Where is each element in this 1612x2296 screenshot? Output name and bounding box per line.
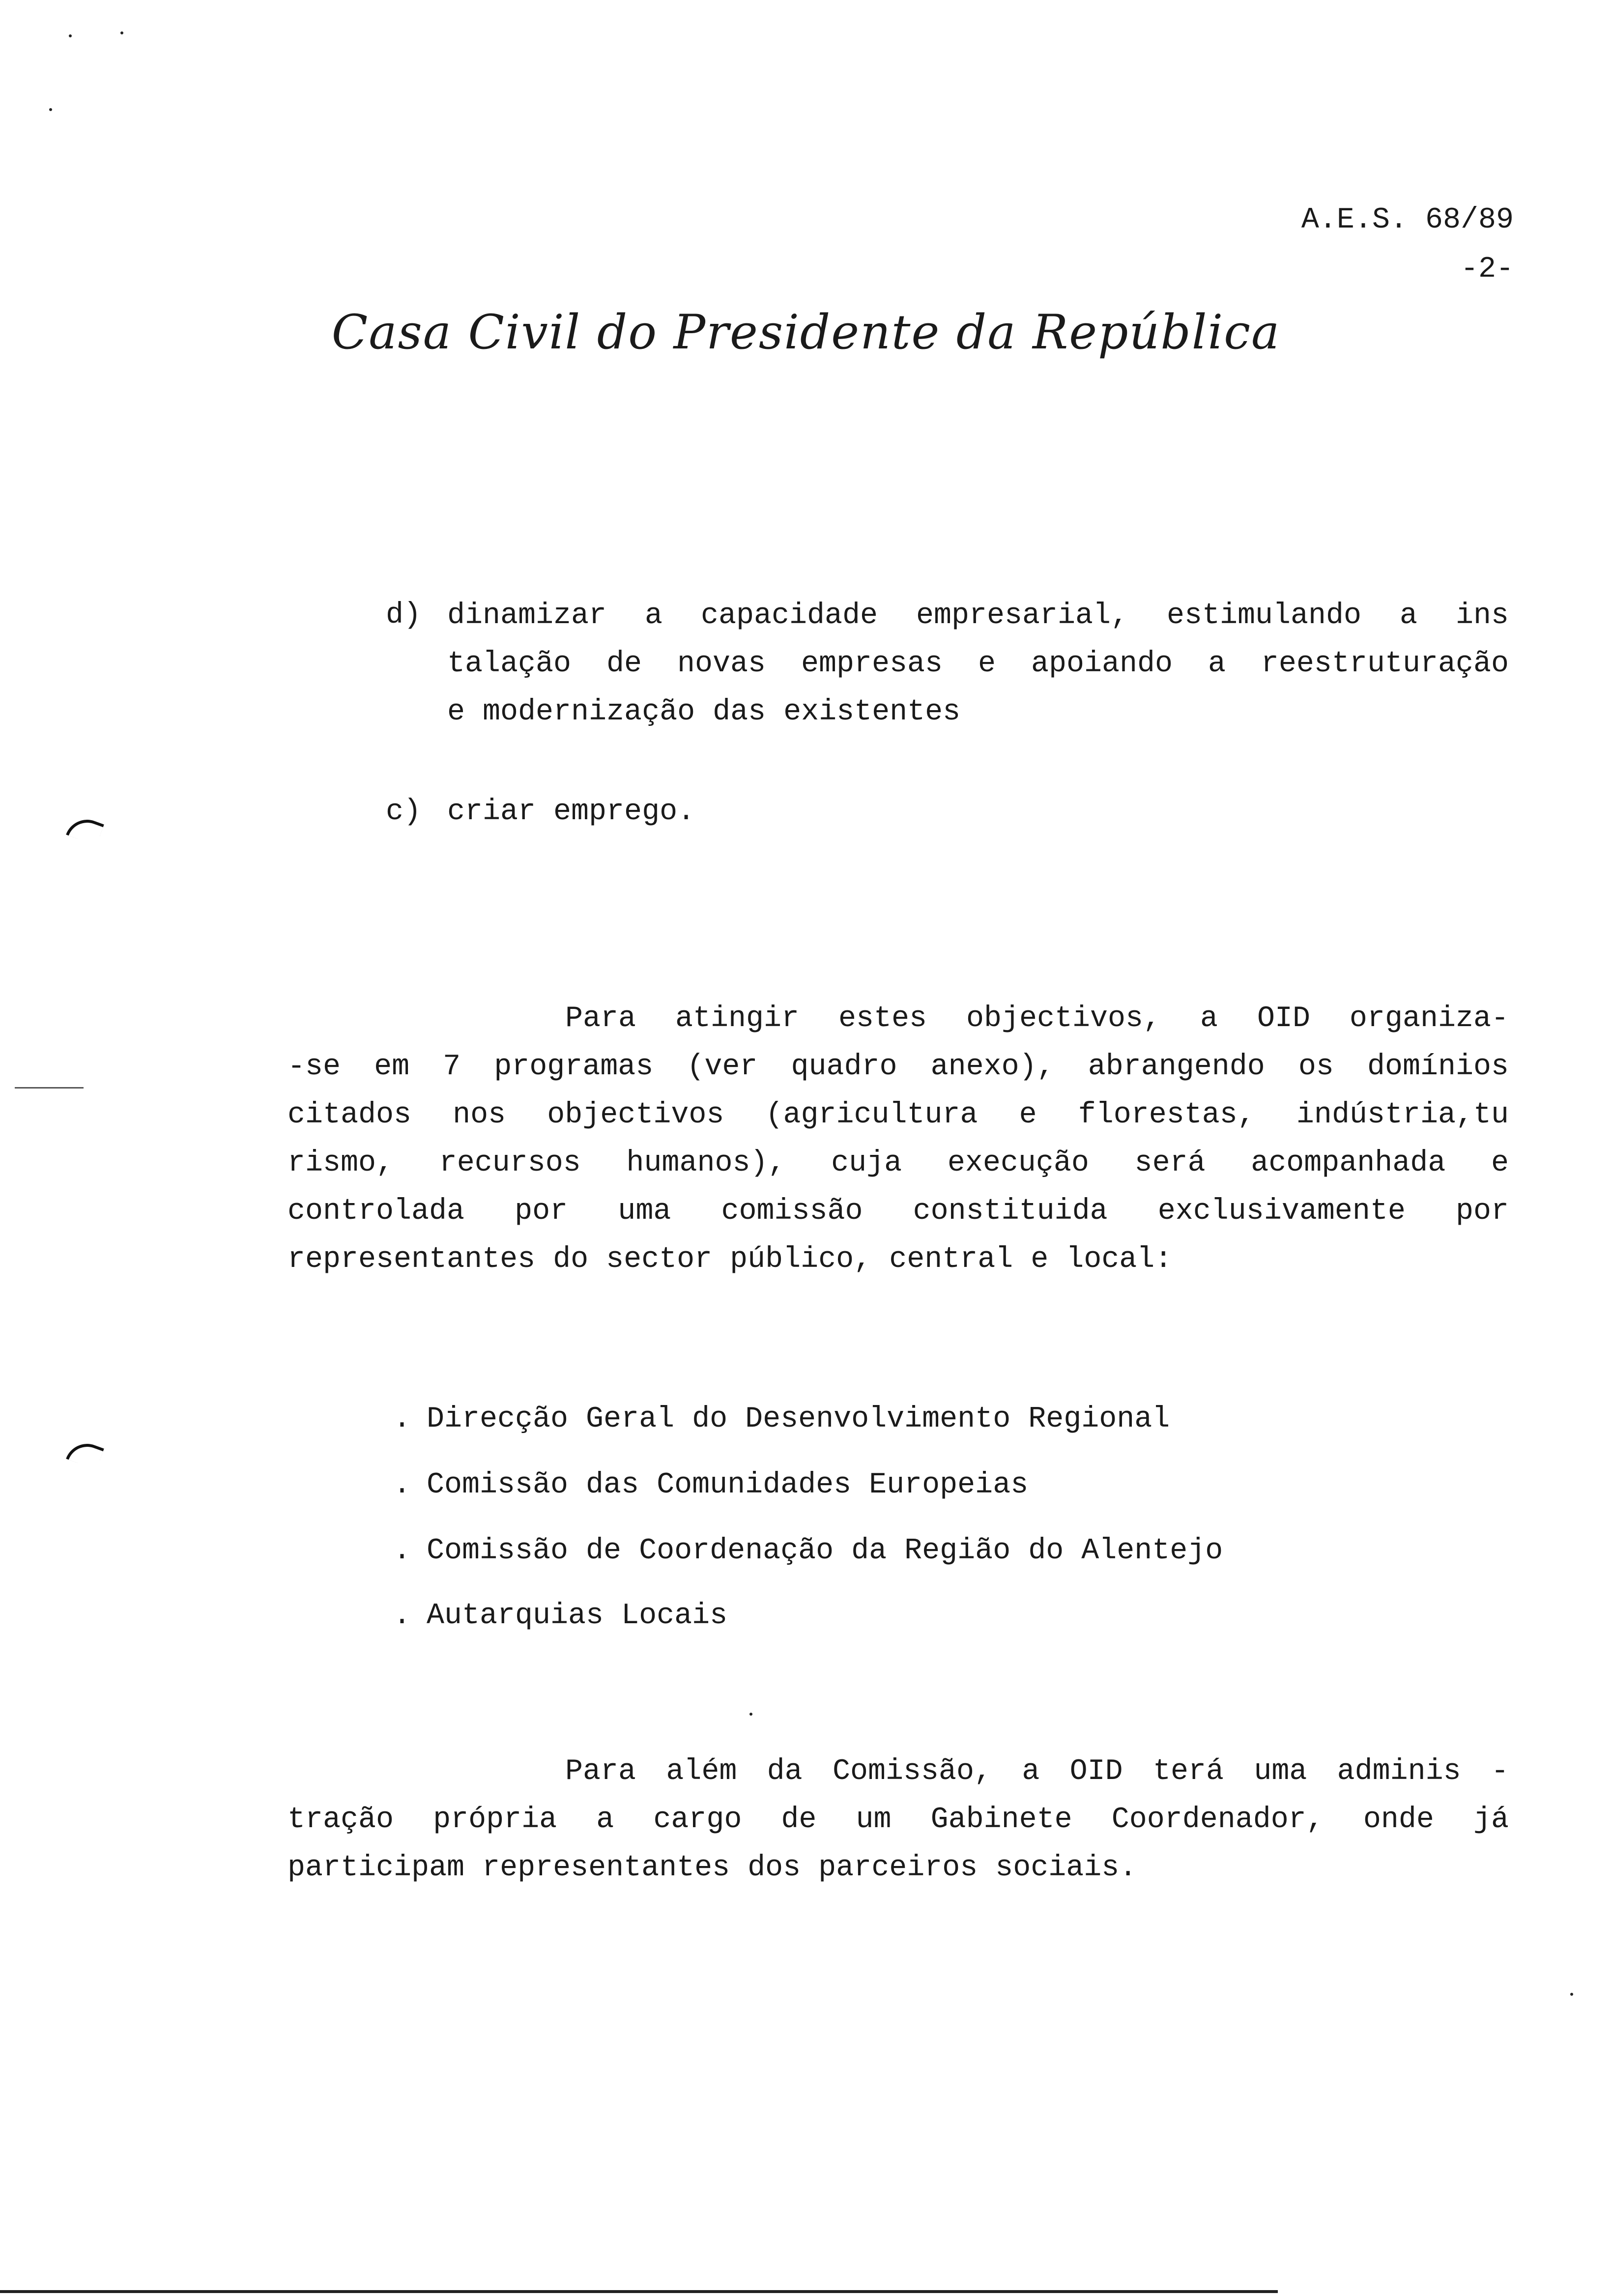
bullet-text: Autarquias Locais	[427, 1599, 728, 1633]
bullet-item	[393, 1462, 1028, 1509]
list-item-line: talação de novas empresas e apoiando a reestruturação	[447, 647, 1509, 681]
bullet-marker: .	[393, 1534, 411, 1568]
paragraph-line: participam representantes dos parceiros sociais.	[288, 1851, 1137, 1885]
paragraph-line: controlada por uma comissão constituida exclusivamente por	[288, 1195, 1509, 1228]
document-reference: A.E.S. 68/89	[1301, 203, 1514, 237]
paragraph-administration	[288, 1748, 1509, 1892]
bullet-text: Comissão das Comunidades Europeias	[427, 1468, 1029, 1502]
list-item-d	[447, 592, 1509, 736]
scan-speck	[1570, 1993, 1573, 1996]
scan-speck	[749, 1713, 752, 1716]
bullet-item	[393, 1527, 1223, 1575]
paragraph-line: -se em 7 programas (ver quadro anexo), abrangendo os domínios	[288, 1050, 1509, 1084]
bullet-marker: .	[393, 1468, 411, 1502]
bottom-edge-line	[0, 2290, 1278, 2293]
scan-speck	[69, 34, 72, 37]
bullet-marker: .	[393, 1599, 411, 1633]
bullet-marker: .	[393, 1403, 411, 1436]
list-item-line: e modernização das existentes	[447, 695, 961, 729]
hole-punch-mark	[66, 1437, 104, 1470]
list-item-c: criar emprego.	[447, 795, 695, 829]
paragraph-line: Para atingir estes objectivos, a OID organiza-	[565, 1002, 1509, 1035]
list-label-c: c)	[386, 795, 422, 829]
paragraph-line: representantes do sector público, central e local:	[288, 1243, 1173, 1276]
letterhead: Casa Civil do Presidente da República	[331, 305, 1281, 360]
scan-artifact-dash	[15, 1087, 84, 1089]
page-number: -2-	[1460, 253, 1514, 286]
bullet-text: Comissão de Coordenação da Região do Alentejo	[427, 1534, 1223, 1568]
scan-speck	[49, 108, 52, 111]
paragraph-line: tração própria a cargo de um Gabinete Coordenador, onde já	[288, 1803, 1509, 1837]
scan-speck	[120, 31, 123, 34]
bullet-item	[393, 1396, 1170, 1443]
paragraph-line: Para além da Comissão, a OID terá uma adminis -	[565, 1755, 1509, 1788]
hole-punch-mark	[66, 813, 104, 846]
paragraph-line: citados nos objectivos (agricultura e florestas, indústria,tu	[288, 1098, 1509, 1132]
paragraph-programs	[288, 995, 1509, 1284]
bullet-text: Direcção Geral do Desenvolvimento Regional	[427, 1403, 1170, 1436]
bullet-item	[393, 1592, 727, 1639]
list-label-d: d)	[386, 599, 422, 632]
list-item-line: dinamizar a capacidade empresarial, estimulando a ins	[447, 599, 1509, 632]
paragraph-line: rismo, recursos humanos), cuja execução será acompanhada e	[288, 1147, 1509, 1180]
